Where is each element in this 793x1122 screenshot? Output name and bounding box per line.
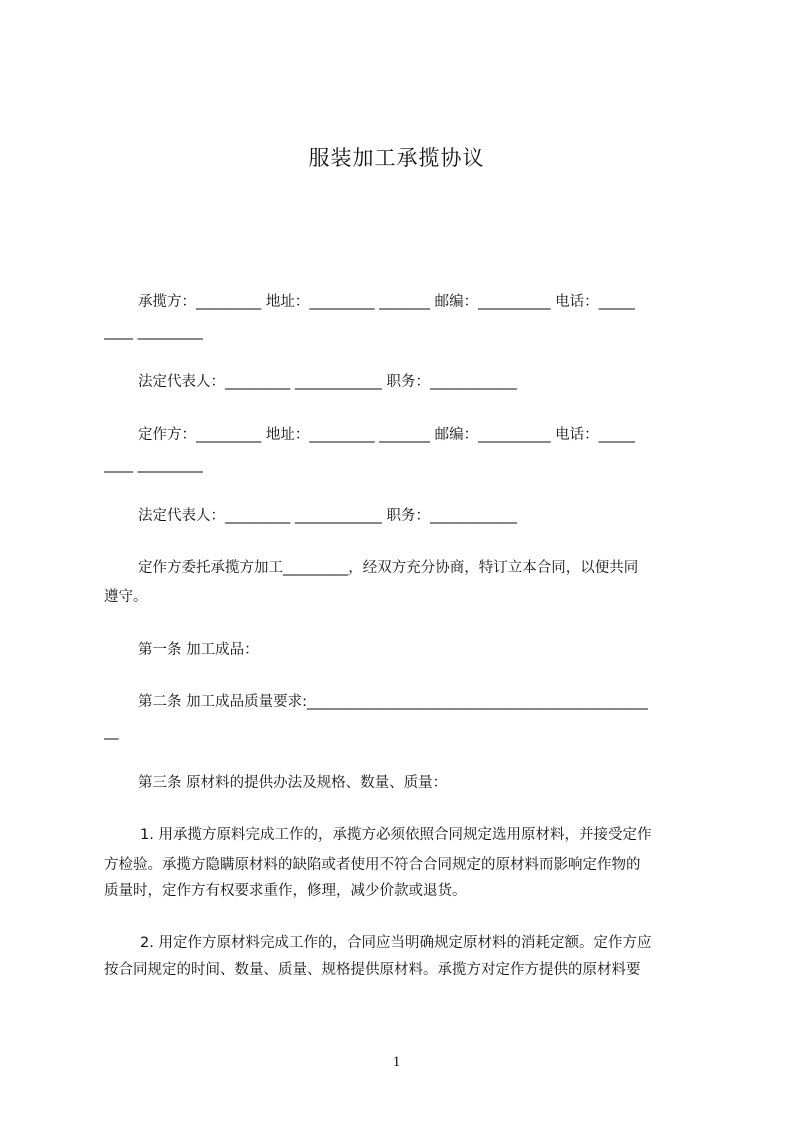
item-1-line-1: 1. 用承揽方原料完成工作的，承揽方必须依照合同规定选用原材料，并接受定作 <box>140 827 652 843</box>
orderer-representative-line: 法定代表人：_________ ____________ 职务：____________ <box>138 508 517 524</box>
item-2-line-2: 按合同规定的时间、数量、质量、规格提供原材料。承揽方对定作方提供的原材料要 <box>104 962 641 978</box>
document-title: 服装加工承揽协议 <box>308 146 485 170</box>
contractor-info-line-cont: ____ _________ <box>104 324 203 340</box>
article-3-heading: 第三条 原材料的提供办法及规格、数量、质量： <box>138 775 448 791</box>
preamble-line: 定作方委托承揽方加工_________，经双方充分协商，特订立本合同，以便共同 <box>138 560 639 576</box>
orderer-info-line-cont: ____ _________ <box>104 457 203 473</box>
contractor-representative-line: 法定代表人：_________ ____________ 职务：____________ <box>138 374 517 390</box>
item-1-line-3: 质量时，定作方有权要求重作，修理，减少价款或退货。 <box>104 883 467 899</box>
item-1-line-2: 方检验。承揽方隐瞒原材料的缺陷或者使用不符合合同规定的原材料而影响定作物的 <box>104 857 641 873</box>
orderer-info-line: 定作方：_________ 地址：_________ _______ 邮编：__________ 电话：_____ <box>138 427 635 443</box>
contractor-info-line: 承揽方：_________ 地址：_________ _______ 邮编：__________ 电话：_____ <box>138 294 635 310</box>
article-2-line-cont: __ <box>104 724 119 740</box>
item-2-line-1: 2. 用定作方原材料完成工作的，合同应当明确规定原材料的消耗定额。定作方应 <box>140 935 652 951</box>
article-1-heading: 第一条 加工成品： <box>138 642 259 658</box>
preamble-line-cont: 遵守。 <box>104 589 148 605</box>
article-2-line: 第二条 加工成品质量要求:_______________________________________________ <box>138 694 648 710</box>
page-number: 1 <box>392 1054 401 1070</box>
